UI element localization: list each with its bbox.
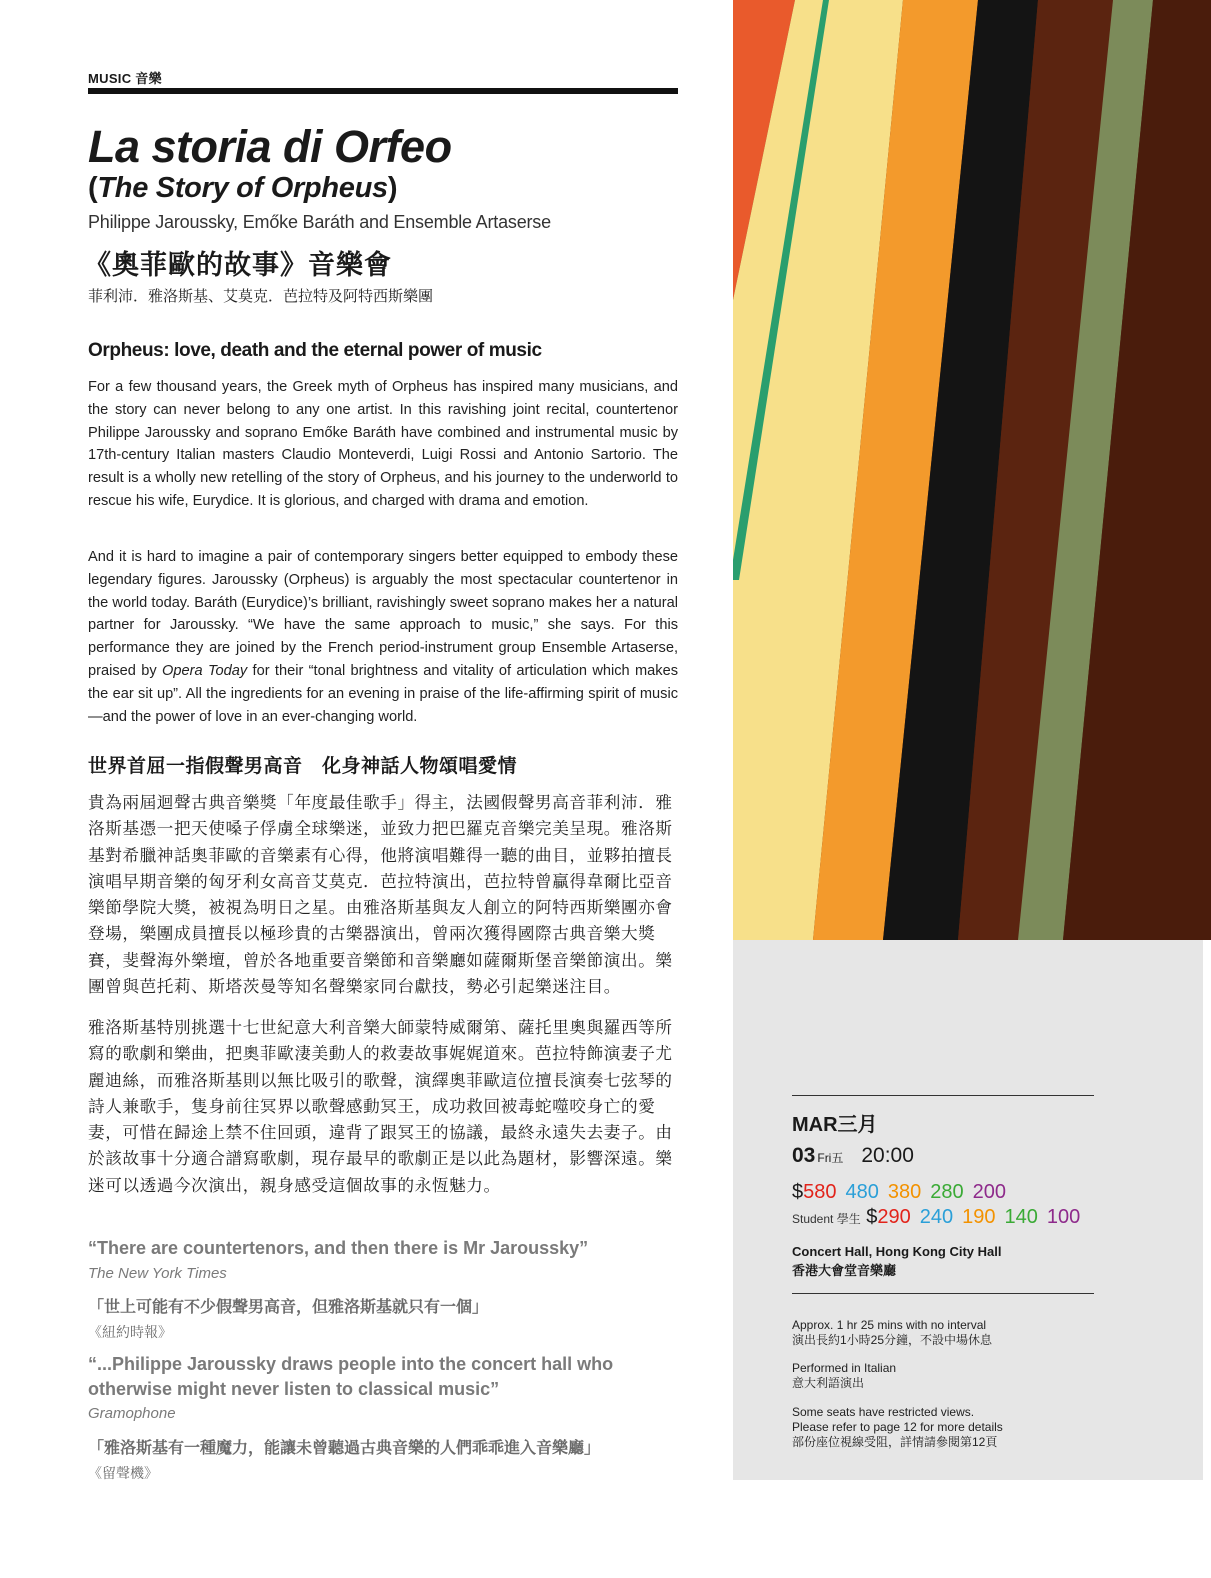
student-price-1: 290 bbox=[877, 1206, 911, 1228]
note-language bbox=[792, 1361, 1094, 1391]
quote-4: 「雅洛斯基有一種魔力，能讓未曾聽過古典音樂的人們乖乖進入音樂廳」 bbox=[88, 1440, 601, 1457]
note-seating-en: Some seats have restricted views. bbox=[792, 1405, 975, 1419]
event-day: 03 bbox=[792, 1144, 816, 1167]
note-duration-en: Approx. 1 hr 25 mins with no interval bbox=[792, 1318, 987, 1332]
quote-1: “There are countertenors, and then there is Mr Jaroussky” bbox=[88, 1238, 589, 1258]
student-price-3: 190 bbox=[962, 1206, 996, 1228]
note-duration bbox=[792, 1318, 1094, 1348]
venue bbox=[792, 1242, 1094, 1280]
event-datetime bbox=[792, 1144, 1094, 1168]
subtitle-text: The Story of Orpheus bbox=[97, 172, 388, 204]
header-rule bbox=[88, 88, 678, 94]
event-month: MAR三月 bbox=[792, 1114, 878, 1136]
page-title: La storia di Orfeo bbox=[88, 121, 452, 172]
quote-1-source: The New York Times bbox=[88, 1265, 227, 1282]
price-5: 200 bbox=[972, 1181, 1006, 1203]
performers: Philippe Jaroussky, Emőke Baráth and Ensemble Artaserse bbox=[88, 212, 551, 232]
price-4: 280 bbox=[930, 1181, 964, 1203]
currency-symbol-student: $ bbox=[866, 1206, 878, 1228]
student-price-2: 240 bbox=[919, 1206, 954, 1228]
currency-symbol: $ bbox=[792, 1181, 804, 1203]
event-weekday: Fri五 bbox=[817, 1151, 844, 1165]
price-2: 480 bbox=[845, 1181, 879, 1203]
article-heading-zh: 世界首屈一指假聲男高音 化身神話人物頌唱愛情 bbox=[88, 756, 518, 777]
student-price-4: 140 bbox=[1004, 1206, 1038, 1228]
performers-zh: 菲利沛．雅洛斯基、艾莫克．芭拉特及阿特西斯樂團 bbox=[88, 288, 434, 305]
article-heading: Orpheus: love, death and the eternal power of music bbox=[88, 340, 542, 361]
paragraph-2-part-b: for their “tonal brightness and vitality of articulation which makes the ear sit up”. All the ingredients for an evening in praise of the life-affirming spirit of music—and the power of love in an ever-changing world. bbox=[88, 662, 678, 725]
price-1: 580 bbox=[803, 1181, 837, 1203]
quote-4-source: 《留聲機》 bbox=[88, 1465, 158, 1481]
quote-3-source: Gramophone bbox=[88, 1405, 176, 1422]
note-language-zh: 意大利語演出 bbox=[792, 1376, 865, 1390]
venue-en: Concert Hall, Hong Kong City Hall bbox=[792, 1244, 1002, 1259]
paragraph-2-part-a: And it is hard to imagine a pair of contemporary singers better equipped to embody these legendary figures. Jaroussky (Orpheus) is arguably the most spectacular countertenor in the world today. Baráth (Eurydice)’s brilliant, ravishingly sweet soprano makes her a natural partner for Jaroussky. “We have the same approach to music,” she says. For this performance they are joined by the French period-instrument group Ensemble Artaserse, praised by bbox=[88, 549, 678, 679]
publication-name: Opera Today bbox=[162, 662, 248, 679]
price-3: 380 bbox=[887, 1181, 922, 1203]
article-paragraph-zh-1: 貴為兩屆迴聲古典音樂獎「年度最佳歌手」得主，法國假聲男高音菲利沛．雅洛斯基憑一把天使嗓子俘虜全球樂迷，並致力把巴羅克音樂完美呈現。雅洛斯基對希臘神話奧菲歐的音樂素有心得，他將演唱難得一聽的曲目，並夥拍擅長演唱早期音樂的匈牙利女高音艾莫克．芭拉特演出，芭拉特曾贏得韋爾比亞音樂節學院大獎，被視為明日之星。由雅洛斯基與友人創立的阿特西斯樂團亦會登場，樂團成員擅長以極珍貴的古樂器演出，曾兩次獲得國際古典音樂大獎賽，斐聲海外樂壇，曾於各地重要音樂節和音樂廳如薩爾斯堡音樂節演出。樂團曾與芭托莉、斯塔茨曼等知名聲樂家同台獻技，勢必引起樂迷注目。 bbox=[88, 793, 673, 997]
stripe-artwork-graphic bbox=[733, 0, 1211, 940]
info-rule-bottom bbox=[792, 1293, 1094, 1294]
note-seating-en-2: Please refer to page 12 for more details bbox=[792, 1420, 1003, 1434]
event-time: 20:00 bbox=[861, 1144, 914, 1167]
quote-3: “...Philippe Jaroussky draws people into the concert hall who otherwise might never listen to classical music” bbox=[88, 1354, 614, 1399]
subtitle-paren-close: ) bbox=[387, 172, 398, 204]
page-title-zh: 《奧菲歐的故事》音樂會 bbox=[84, 250, 392, 280]
stripe-artwork bbox=[733, 0, 1211, 940]
quote-2: 「世上可能有不少假聲男高音，但雅洛斯基就只有一個」 bbox=[88, 1299, 489, 1316]
note-duration-zh: 演出長約1小時25分鐘，不設中場休息 bbox=[792, 1333, 993, 1347]
subtitle-paren-open: ( bbox=[88, 172, 98, 204]
student-price-5: 100 bbox=[1046, 1206, 1081, 1228]
ticket-prices bbox=[792, 1181, 1094, 1204]
article-paragraph-zh-2: 雅洛斯基特別挑選十七世紀意大利音樂大師蒙特威爾第、薩托里奧與羅西等所寫的歌劇和樂曲，把奧菲歐淒美動人的救妻故事娓娓道來。芭拉特飾演妻子尤麗迪絲，而雅洛斯基則以無比吸引的歌聲，演繹奧菲歐這位擅長演奏七弦琴的詩人兼歌手，隻身前往冥界以歌聲感動冥王，成功救回被毒蛇噬咬身亡的愛妻，可惜在歸途上禁不住回頭，違背了跟冥王的協議，最終永遠失去妻子。由於該故事十分適合譜寫歌劇，現存最早的歌劇正是以此為題材，影響深遠。樂迷可以透過今次演出，親身感受這個故事的永恆魅力。 bbox=[88, 1018, 673, 1195]
venue-zh: 香港大會堂音樂廳 bbox=[792, 1263, 897, 1278]
student-prices bbox=[792, 1206, 1094, 1229]
subtitle bbox=[88, 172, 397, 205]
info-rule-top bbox=[792, 1095, 1094, 1096]
event-info-panel bbox=[733, 940, 1203, 1480]
note-seating-zh: 部份座位視線受阻，詳情請參閱第12頁 bbox=[792, 1435, 998, 1449]
article-paragraph-2 bbox=[88, 546, 678, 728]
student-label: Student 學生 bbox=[792, 1212, 861, 1226]
note-seating bbox=[792, 1405, 1094, 1450]
quote-2-source: 《紐約時報》 bbox=[88, 1324, 172, 1340]
article-paragraph-1: For a few thousand years, the Greek myth of Orpheus has inspired many musicians, and the story can never belong to any one artist. In this ravishing joint recital, countertenor Philippe Jaroussky and soprano Emőke Baráth have combined and instrumental music by 17th-century Italian masters Claudio Monteverdi, Luigi Rossi and Antonio Sartorio. The result is a wholly new retelling of the story of Orpheus, and his journey to the underworld to rescue his wife, Eurydice. It is glorious, and charged with drama and emotion. bbox=[88, 379, 678, 509]
note-language-en: Performed in Italian bbox=[792, 1361, 897, 1375]
section-label: MUSIC 音樂 bbox=[88, 71, 162, 86]
